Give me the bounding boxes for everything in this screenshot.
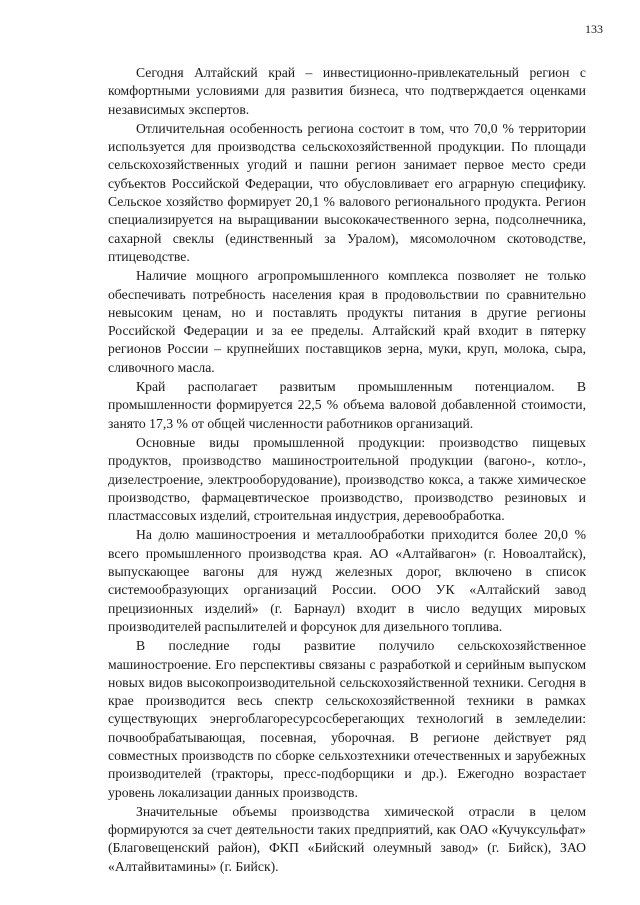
- paragraph-intro: Сегодня Алтайский край – инвестиционно-привлекательный регион с комфортными условиями для развития бизнеса, что подтверждается оценками независимых экспертов.: [108, 65, 586, 117]
- paragraph-machine-building: На долю машиностроения и металлообработки приходится более 20,0 % всего промышленного производства края. АО «Алтайвагон» (г. Новоалтайск), выпускающее вагоны для нужд железных дорог, включено в список системообразующих организаций России. ООО УК «Алтайский завод прецизионных изделий» (г. Барнаул) входит в число ведущих мировых производителей распылителей и форсунок для дизельного топлива.: [108, 527, 586, 634]
- paragraph-agriculture: Отличительная особенность региона состоит в том, что 70,0 % территории используется для производства сельскохозяйственной продукции. По площади сельскохозяйственных угодий и пашни регион занимает первое место среди субъектов Российской Федерации, что обусловливает его аграрную специфику. Сельское хозяйство формирует 20,1 % валового регионального продукта. Регион специализируется на выращивании высококачественного зерна, подсолнечника, сахарной свеклы (единственный за Уралом), мясомолочном скотоводстве, птицеводстве.: [108, 120, 586, 264]
- paragraph-industrial-products: Основные виды промышленной продукции: производство пищевых продуктов, производство машиностроительной продукции (вагоно-, котло-, дизелестроение, электрооборудование), производство кокса, а также химическое производство, фармацевтическое производство, производство резиновых и пластмассовых изделий, строительная индустрия, деревообработка.: [108, 434, 586, 524]
- paragraph-chemical: Значительные объемы производства химической отрасли в целом формируются за счет деятельности таких предприятий, как ОАО «Кучуксульфат» (Благовещенский район), ФКП «Бийский олеумный завод» (г. Бийск), ЗАО «Алтайвитамины» (г. Бийск).: [108, 803, 586, 874]
- paragraph-industry: Край располагает развитым промышленным потенциалом. В промышленности формируется 22,5 % объема валовой добавленной стоимости, занято 17,3 % от общей численности работников организаций.: [108, 379, 586, 431]
- paragraph-agri-machinery: В последние годы развитие получило сельскохозяйственное машиностроение. Его перспективы связаны с разработкой и серийным выпуском новых видов высокопроизводительной сельскохозяйственной техники. Сегодня в крае производится весь спектр сельскохозяйственной техники в рамках существующих энергоблагоресурсосберегающих технологий в земледелии: почвообрабатывающая, посевная, уборочная. В регионе действует ряд совместных производств по сборке сельхозтехники отечественных и зарубежных производителей (тракторы, пресс-подборщики и др.). Ежегодно возрастает уровень локализации данных производств.: [108, 638, 586, 800]
- page-number: 133: [585, 22, 603, 36]
- paragraph-agro-complex: Наличие мощного агропромышленного комплекса позволяет не только обеспечивать потребность населения края в продовольствии по сравнительно невысоким ценам, но и поставлять продукты питания в другие регионы Российской Федерации и за ее пределы. Алтайский край входит в пятерку регионов России – крупнейших поставщиков зерна, муки, круп, молока, сыра, сливочного масла.: [108, 268, 586, 375]
- document-body: [108, 64, 586, 876]
